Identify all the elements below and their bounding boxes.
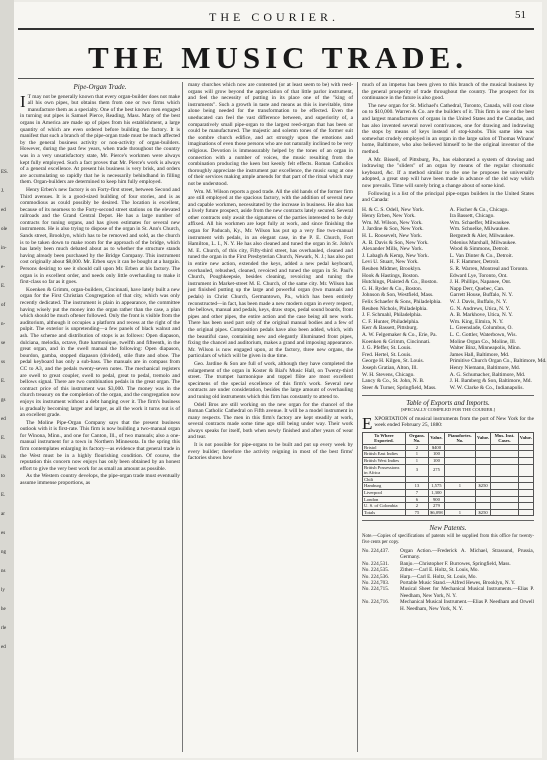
column-2-body xyxy=(188,82,353,462)
firm-name: George H. Kilgen, St. Louis. xyxy=(362,358,424,365)
binding-fragment: rle xyxy=(1,626,7,631)
patent-description: Mechanical Musical Instrument.—Elias P. Needham and Orwell H. Needham, New York, N. Y. xyxy=(400,599,534,612)
binding-fragment: ly xyxy=(1,588,5,593)
firm-name: Napp Derr, Quebec, Can. xyxy=(449,285,505,292)
binding-fragment: J. xyxy=(1,189,5,194)
firm-name: A. B. Markhove, Utica, N. Y. xyxy=(449,312,513,319)
table-cell: 100 xyxy=(429,458,445,465)
patent-description: Musical Sheet for Mechanical Musical Instruments.—Elias P. Needham, New York, N. Y. xyxy=(400,586,534,599)
patent-number: No. 224,535. xyxy=(362,567,390,574)
table-cell xyxy=(518,496,533,503)
table-cell xyxy=(405,476,428,483)
table-cell: 3 xyxy=(405,464,428,476)
firm-row xyxy=(362,299,534,306)
table-row xyxy=(363,496,534,503)
firm-row xyxy=(362,345,534,352)
firm-row xyxy=(362,352,534,359)
firm-name: Alexander Mills, New York. xyxy=(362,246,424,253)
table-cell xyxy=(491,496,519,503)
table-cell xyxy=(518,458,533,465)
paragraph: much of an impetus has been given to this branch of the musical business by the general prosperity of trade throughout the country. The prospect for its continuance in the future is also good. xyxy=(362,82,534,102)
column-3 xyxy=(362,82,547,752)
column-divider xyxy=(357,82,358,752)
table-cell xyxy=(518,483,533,490)
newspaper-page xyxy=(14,2,547,758)
table-cell xyxy=(444,464,475,476)
firm-row xyxy=(362,372,534,379)
table-cell: British East Indies xyxy=(363,451,406,458)
firm-name: Ira Bassett, Chicago. xyxy=(449,213,495,220)
firm-name: G. N. Andrews, Utica, N. Y. xyxy=(449,305,511,312)
table-cell: 1,300 xyxy=(429,490,445,497)
table-cell: 275 xyxy=(429,464,445,476)
firm-name: Hutchings, Plaisted & Co., Boston. xyxy=(362,279,438,286)
table-cell: U. S. of Colombia xyxy=(363,503,406,510)
firm-row xyxy=(362,233,534,240)
firm-name: W. H. Stevens, Chicago. xyxy=(362,371,415,378)
table-cell: 1 xyxy=(444,483,475,490)
table-cell: London xyxy=(363,496,406,503)
firm-name: Odenius Marshall, Milwaukee. xyxy=(449,239,517,246)
firm-name: Henry Erben, New York. xyxy=(362,213,416,220)
table-header-cell: Pianofortes. No. xyxy=(444,432,475,444)
firm-name: W. J. Davis, Buffalo, N. Y. xyxy=(449,299,508,305)
running-head-title: THE COURIER. xyxy=(209,10,339,24)
patent-item xyxy=(362,548,534,561)
table-cell: British West Indies xyxy=(363,458,406,465)
binding-fragment: gs xyxy=(1,398,6,403)
exports-title: Table of Exports and Imports. xyxy=(406,399,490,408)
table-header-cell: Organs. No. xyxy=(405,432,428,444)
table-cell: 1 xyxy=(405,451,428,458)
firm-row xyxy=(362,312,534,319)
firm-row xyxy=(362,292,534,299)
masthead-title: THE MUSIC TRADE. xyxy=(87,40,468,75)
firm-name: S. R. Warren, Montreal and Toronto. xyxy=(449,266,529,273)
binding-fragment: es xyxy=(1,531,6,536)
section-heading: Pipe-Organ Trade. xyxy=(73,83,127,91)
table-cell: Hamburg xyxy=(363,483,406,490)
binding-fragment: ole xyxy=(1,227,8,232)
paragraph: Following is a list of the principal pipe-organ builders in the United States and Canada: xyxy=(362,190,534,204)
organ-builders-list xyxy=(362,206,547,392)
firm-name: Wm. Schuelke, Milwaukee. xyxy=(449,226,510,233)
binding-fragment: ns xyxy=(1,569,6,574)
paragraph: It is not possible for pipe-organs to be built and put up every week by every builder; therefore the activity reigning in most of the best firms' factories shows how xyxy=(188,442,353,462)
table-cell xyxy=(518,490,533,497)
table-cell: $6,098 xyxy=(430,509,443,515)
table-cell xyxy=(491,503,519,510)
firm-row xyxy=(362,207,534,214)
table-cell: 279 xyxy=(429,503,445,510)
table-cell xyxy=(475,503,490,510)
patents-note: Note.—Copies of specifications of patents will be supplied from this office for twenty-five cents per copy. xyxy=(362,534,534,545)
exports-subtitle: [SPECIALLY COMPILED FOR THE COURIER.] xyxy=(400,406,496,412)
column-divider xyxy=(182,82,183,752)
patent-number: No. 224,531. xyxy=(362,560,390,567)
paragraph: many churches which now are contented (or at least seem to be) with reed-organs will grow beyond the appreciation of that little parlor instrument, and feel the necessity of putting in its place one of the "king of instruments". Such a growth in taste and means as this is inevitable, time alone being needed for the transformation to be effected. Even the uneducated can feel the vast difference between, and superiority of, a comparatively small pipe-organ to the largest reed-organ that has been or could be manufactured. The majestic and solemn tones of the former suit the sombre church edifice, and act strongly upon the emotions and imaginations of even those persons who are not naturally inclined to be very religious. Devotion is immeasurably helped by the tones of an organ in connection with a number of voices, the music resulting from the combination producing the keen but keenly felt effects. Roman Catholics thoroughly appreciate the instrument par excellence, the music sung at one of their services making ample amends for that part of the ritual which may not be understood. xyxy=(188,82,353,187)
table-cell xyxy=(491,476,519,483)
binding-fragment: ES. xyxy=(1,170,9,175)
firm-name: Wm. King, Elmira, N. Y. xyxy=(449,318,504,325)
exports-intro xyxy=(362,413,534,433)
table-cell: 2 xyxy=(405,503,428,510)
firm-name: Primitive Church Organ Co., Baltimore, Md. xyxy=(449,358,547,365)
patent-number: No. 224,536. xyxy=(362,573,390,580)
table-cell: $250 xyxy=(475,509,490,516)
firm-name: Walter Binz, Minneapolis, Minn. xyxy=(449,345,521,352)
table-row xyxy=(363,503,534,510)
firm-name: L. Van Dinter & Co., Detroit. xyxy=(449,252,513,259)
table-cell xyxy=(475,444,490,451)
firm-name: J. H. Bamberg & Son, Baltimore, Md. xyxy=(449,378,532,385)
paragraph: Wm. M. Wilson reports a good trade. All the old hands of the former firm are still employed at the spacious factory, with the addition of several new and capable workmen, necessitated by the increase in business. He also has a lively future prospect, aside from the new contracts lately secured. Several other contracts only await the signatures of the parties interested to be duly affixed. All his workmen are kept fully at work, and since finishing the organ for Paducah, Ky., Mr. Wilson has put up a very fine two-manual instrument with pedals, in an elegant case, in the P. E. Church, Fort Hamilton, L. I., N. Y. He has also cleaned and tuned the organ in St. John's M. E. Church, of this city, Fifty-third street, has overhauled, cleaned and tuned the organ in the First Presbyterian Church, Newark, N. J.; has also put in entire new action, extended the keys, added a new pedal keyboard, overhauled, rebushed, cleaned, revoiced and tuned the organ in St. Paul's Church, Poughkeepsie, besides cleaning, revoicing and tuning the instrument in Market-street M. E. Church, of the same city. Mr. Wilson has just finished putting up the large and powerful organ (two manuals and pedals) in Christ Church, Germantown, Pa., which has been entirely reconstructed—in fact, has been made a new modern organ in every respect, the bellows, manual and pedals, keys, draw stops, pedal sound boards, front pipes and other pipes, the entire action and the case being all new work. There has been used part only of the original manual bodies and a few of the original pipes. Composition pedals have also been added, which, with the beautiful case, containing new and elegantly illuminated front pipes, fixing the chancel and auditorium, makes a grand and imposing appearance. Mr. Wilson is now engaged upon, at the factory, three new organs, the particulars of which will be given in due time. xyxy=(188,188,353,360)
firm-name: Bergstedt & Aler, Milwaukee. xyxy=(449,233,515,240)
firm-name: Johnson & Son, Westfield, Mass. xyxy=(362,292,434,299)
firm-name: Reuben Nichols, Philadelphia. xyxy=(362,305,428,312)
table-cell: 1 xyxy=(405,458,428,465)
patent-number: No. 224,716. xyxy=(362,599,390,606)
table-header-cell: Value. xyxy=(518,432,533,444)
firm-name: Wood & Simmons, Detroit. xyxy=(449,246,510,253)
firm-name: H. F. Hammer, Detroit. xyxy=(449,259,500,266)
patents-list xyxy=(362,548,534,612)
top-rule xyxy=(18,28,534,30)
exports-table xyxy=(362,432,534,517)
table-cell xyxy=(518,451,533,458)
firm-name: J. Labagh & Kemp, New York. xyxy=(362,252,429,259)
section-rule xyxy=(362,520,534,521)
table-cell xyxy=(518,444,533,451)
table-cell xyxy=(518,503,533,510)
binding-fragment: of xyxy=(1,303,6,308)
table-row xyxy=(363,490,534,497)
patent-description: Banjo.—Christopher F. Burrowes, Springfield, Mass. xyxy=(400,560,511,567)
firm-name: Levi U. Stuart, New York. xyxy=(362,259,419,266)
firm-row xyxy=(362,365,534,372)
firm-name: A. G. Schumacher, Baltimore, Md. xyxy=(449,371,526,378)
firm-name: Wm. M. Wilson, New York. xyxy=(362,219,423,226)
binding-fragment: to xyxy=(1,474,5,479)
section-rule xyxy=(362,395,534,396)
firm-name: J. F. Schmahl, Philadelphia. xyxy=(362,312,422,319)
table-cell xyxy=(491,509,519,516)
table-cell xyxy=(429,476,445,483)
table-cell xyxy=(518,509,533,516)
table-header-cell: Value. xyxy=(429,432,445,444)
table-cell: 1 xyxy=(444,509,475,516)
exports-table-header xyxy=(363,432,534,444)
paragraph: Odell Bros are still working on the new organ for the chancel of the Roman Catholic Cathedral on Fifth avenue. It will be a model instrument in many respects. The men in this firm's factory are kept steadily at work, several contracts made some time ago still being under way. Their work always speaks for itself, both when newly finished and after years of wear and tear. xyxy=(188,401,353,441)
firm-name: James Hall, Baltimore, Md. xyxy=(449,351,510,358)
table-cell: 6 xyxy=(405,496,428,503)
table-row xyxy=(363,458,534,465)
binding-fragment: he xyxy=(1,607,6,612)
firm-row xyxy=(362,273,534,280)
patent-item xyxy=(362,586,534,599)
column-1-body xyxy=(20,91,180,487)
table-cell xyxy=(444,476,475,483)
table-row xyxy=(363,476,534,483)
paragraph: A Mr. Bissell, of Pittsburg, Pa., has elaborated a system of drawing and indrawing the "sliders" of an organ by means of the regular chromatic keyboard, &c. If a method similar to the one he proposes be universally adopted, a great step will have been made in advance of the old way which now prevails. Time will surely bring a change about of some kind. xyxy=(362,156,534,189)
patent-number: No. 224,715. xyxy=(362,586,390,593)
table-cell xyxy=(491,451,519,458)
firm-name: Reuben Midmer, Brooklyn. xyxy=(362,266,422,273)
table-cell xyxy=(444,503,475,510)
firm-name: J. Jardine & Son, New York. xyxy=(362,226,424,233)
firm-row xyxy=(362,279,534,286)
table-cell: Liverpool xyxy=(363,490,406,497)
firm-name: A. B. Davis & Son, New York. xyxy=(362,239,429,246)
table-cell: $250 xyxy=(475,483,490,490)
paragraph xyxy=(20,91,180,186)
binding-fragment: ils xyxy=(1,455,6,460)
firm-row xyxy=(362,240,534,247)
paragraph: Geo. Jardine & Son are full of work, although they have completed the enlargement of the organ in Koster & Bial's Music Hall, on Twenty-third street. The trumpet harmonique and toppel flöte are most excellent specimens of the special excellence of this firm's work. Several new contracts are under consideration, besides the large amount of overhauling and tuning old instruments which this firm has constantly to attend to. xyxy=(188,360,353,400)
patent-description: Portable Music Stand.—Alfred Hewes, Brooklyn, N. Y. xyxy=(400,580,516,587)
table-cell xyxy=(444,444,475,451)
table-cell xyxy=(444,458,475,465)
firm-name: G. H. Ryder & Co., Boston. xyxy=(362,285,422,292)
paragraph: The Moline Pipe-Organ Company says that the present business outlook with it is first-rate. This firm is now building a two-manual organ for Winona, Minn., and one for Canton, Ill., of two manuals; also a one-manual instrument for a town in Northern Minnesota. In the spring this firm contemplates enlarging its factory—as evidence that general trade in the West must be in a highly flourishing condition. Of course, the reputation this concern now enjoys has only been obtained by an honest effort to give the very best work for as small an amount as possible. xyxy=(20,419,180,472)
table-cell: 100 xyxy=(429,451,445,458)
firm-name: A. W. Felgemaker & Co., Erie, Pa. xyxy=(362,331,437,338)
firm-name: Hook & Hastings, Boston. xyxy=(362,272,420,279)
exports-table-body xyxy=(363,444,534,516)
firm-name: W. W. Clarke & Co., Indianapolis. xyxy=(449,384,524,391)
firm-name: J. G. Pfeffer, St. Louis. xyxy=(362,345,412,352)
firm-name: Felix Schaefer & Sons, Philadelphia. xyxy=(362,299,442,305)
running-head xyxy=(14,8,542,26)
binding-fragment: ed xyxy=(1,645,6,650)
binding-fragment: ss xyxy=(1,360,5,365)
table-row xyxy=(363,451,534,458)
firm-name: L. Greenslade, Columbus, O. xyxy=(449,325,513,332)
binding-fragment: ar xyxy=(1,512,5,517)
table-cell: British Possessions in Africa xyxy=(363,464,406,476)
firm-row xyxy=(362,220,534,227)
masthead-rule xyxy=(18,78,534,79)
firm-name: Wm. Schaeffer, Milwaukee. xyxy=(449,219,511,226)
firm-name: Steer & Turner, Springfield, Mass. xyxy=(362,384,437,391)
exports-dropcap: E xyxy=(362,413,373,433)
table-header-cell: To Where Exported. xyxy=(363,432,406,444)
firm-name: A. Fischer & Co., Chicago. xyxy=(449,206,509,213)
patent-item xyxy=(362,599,534,612)
paragraph: Henry Erben's new factory is on Forty-first street, between Second and Third avenues. It is a good-sized building of four stories, and is as commodious as could possibly be desired. The location is excellent, because of its nearness to the Forty-second street stations on the elevated railroads and the Grand Central Depot. He has a large number of contracts for tuning organs, and has given estimates for several new instruments. He is also trying to dispose of the organ in St. Ann's Church, Sands street, Brooklyn, which has to be removed and sold, as the church is to be taken down to make room for the approach of the bridge, which has lately been much debated about as to whether the structure stands having already been purchased by the Bridge Company. This instrument cost originally about $8,000. Mr. Erben says it can be bought at a bargain. Persons desiring to see it should call upon Mr. Erben at his factory. The organ is in excellent order, and needs only little overhauling to make it first-class so far as it goes. xyxy=(20,186,180,286)
table-cell xyxy=(518,464,533,476)
firm-row xyxy=(362,246,534,253)
firm-row xyxy=(362,325,534,332)
table-row xyxy=(363,483,534,490)
binding-fragment: se xyxy=(1,341,6,346)
paragraph: The new organ for St. Michael's Cathedral, Toronto, Canada, will cost close on to $10,000. Warren & Co. are the builders of it. This firm is one of the best and largest manufacturers of organs in the United States and the Canadas, and has also invented several novel contrivances, one for drawing and indrawing the stops by means of keys instead of stop-knobs. This same idea was somewhat crudely employed in an organ in the large salon of Thomas Winans' home, Baltimore, who also believed himself to be the original inventor of the method. xyxy=(362,102,534,155)
firm-row xyxy=(362,266,534,273)
page-number: 51 xyxy=(515,9,526,21)
firm-name: Fred. Hertel, St. Louis. xyxy=(362,351,412,358)
firm-row xyxy=(362,213,534,220)
table-cell: 75 xyxy=(405,509,428,516)
table-cell xyxy=(491,444,519,451)
table-row xyxy=(363,464,534,476)
table-cell xyxy=(475,496,490,503)
patent-description: Organ Action.—Frederick A. Michael, Strassund, Prussia, Germany. xyxy=(400,548,534,561)
table-cell: $400 xyxy=(429,444,445,451)
firm-name: C. F. Hunter, Philadelphia. xyxy=(362,318,420,325)
firm-name: H. & C. S. Odell, New York. xyxy=(362,206,424,213)
table-row xyxy=(363,444,534,451)
table-cell xyxy=(444,490,475,497)
table-cell: Totals xyxy=(363,509,406,516)
table-cell xyxy=(491,490,519,497)
table-cell: 1,575 xyxy=(429,483,445,490)
binding-fragment: E. xyxy=(1,436,6,441)
table-cell: 2 xyxy=(405,444,428,451)
firm-row xyxy=(362,319,534,326)
firm-name: Joseph Gratian, Alton, Ill. xyxy=(362,364,418,371)
firm-row xyxy=(362,358,547,365)
paragraph-text: T may not be generally known that every organ-builder does not make all his own pipes, but obtains them from one or two firms which manufacture them as a specialty. One of the best known men engaged in turning out pipes is Samuel Pierce, Reading, Mass. Many of the best organs in America are made up of pipes from his establishment, a large quantity of which are even ordered before building the factory. It is manifest that such a branch of the pipe-organ trade must be much affected by the general business activity or non-activity of organ-builders. However, during the past few years, when trade throughout the country was in a very unsatisfactory state, Mr. Pierce's workmen were always kept fully employed. Such a fact proves that Mr. Pierce's work is always of a general excellence. At present his business is very brisk, and orders are accumulating so rapidly that he is necessarily behindhand in filling them. Organ-builders are determined to keep him fully employed. xyxy=(20,93,180,186)
table-cell: 13 xyxy=(405,483,428,490)
table-cell xyxy=(491,458,519,465)
column-1 xyxy=(20,82,180,752)
binding-fragment: n- xyxy=(1,322,6,327)
patent-description: Zither.—Carl E. Holtz, St. Louis, Mo. xyxy=(400,567,479,574)
table-cell xyxy=(518,476,533,483)
table-cell xyxy=(475,458,490,465)
binding-fragment: E. xyxy=(1,284,6,289)
patents-title: New Patents. xyxy=(429,524,467,533)
binding-fragment: E. xyxy=(1,493,6,498)
patent-number: No. 224,703. xyxy=(362,580,390,587)
table-cell: 900 xyxy=(429,496,445,503)
column-2 xyxy=(188,82,353,752)
table-cell xyxy=(491,483,519,490)
dropcap: I xyxy=(20,91,26,111)
binding-fragment: in- xyxy=(1,246,7,251)
firm-name: Garrett House, Buffalo, N. Y. xyxy=(449,292,513,299)
firm-name: Kerr & Bassett, Pittsburg. xyxy=(362,325,418,332)
firm-name: Henry Niemann, Baltimore, Md. xyxy=(449,364,521,371)
firm-row xyxy=(362,226,534,233)
firm-row xyxy=(362,259,534,266)
firm-name: H. L. Roosevelt, New York. xyxy=(362,233,423,240)
column-3-body xyxy=(362,82,534,204)
firm-row xyxy=(362,253,534,260)
firm-row xyxy=(362,332,534,339)
firm-row xyxy=(362,378,534,385)
binding-fragment: ed xyxy=(1,208,6,213)
exports-intro-text: XPORTATION of musical instruments from the port of New York for the week ended February 25, 1880: xyxy=(374,415,534,429)
table-cell: 7 xyxy=(405,490,428,497)
table-cell xyxy=(475,476,490,483)
firm-row xyxy=(362,385,534,392)
table-cell: Bristol xyxy=(363,444,406,451)
binding-margin xyxy=(0,0,14,760)
binding-fragment: e- xyxy=(1,265,5,270)
firm-name: Koenken & Grimm, Cincinnati. xyxy=(362,338,431,345)
firm-name: J. H. Phillips, Napanee, Ont. xyxy=(449,279,512,286)
table-cell xyxy=(475,451,490,458)
table-header-cell: Value. xyxy=(475,432,490,444)
paragraph: As the Western country develops, the pipe-organ trade must eventually assume immense proportions, as xyxy=(20,473,180,487)
table-cell xyxy=(491,464,519,476)
table-row xyxy=(363,509,534,516)
firm-name: Lancy & Co., St. John, N. B. xyxy=(362,378,425,385)
table-cell: Chili xyxy=(363,476,406,483)
table-cell xyxy=(475,464,490,476)
firm-name: Edward Lye, Toronto, Ont. xyxy=(449,272,508,279)
firm-name: Moline Organ Co., Moline, Ill. xyxy=(449,338,517,345)
binding-fragment: ng xyxy=(1,550,6,555)
firm-row xyxy=(362,306,534,313)
patent-description: Harp.—Carl E. Holtz, St. Louis, Mo. xyxy=(400,573,477,580)
table-cell xyxy=(444,496,475,503)
table-cell xyxy=(444,451,475,458)
binding-fragment: E. xyxy=(1,379,6,384)
binding-fragment: ed xyxy=(1,417,6,422)
paragraph: Koenken & Grimm, organ-builders, Cincinnati, have lately built a new organ for the First Christian Congregation of that city, which was only recently dedicated. The instrument is plain in appearance, the committee having wisely put the money into the organ rather than the case, a plan which should be much oftener followed. Only the front is visible from the auditorium, although it occupies a platform and recess at the right of the pulpit. The exterior is unpretending—a few panels of black walnut and ash. The scheme and distribution of stops is as follows: Open diapason, dulciana, melodia, octave, flute harmonique, twelfth and fifteenth, in the great organ, and in the swell manual the following: Open diapason, bourdon, gamba, stopped diapason (divided), stile flute and oboe. The pedal keyboard has only a sub-bass. The manuals are in compass from CC to A3, and the pedals twenty-seven notes. The mechanical registers are swell to great coupler, swell to pedal, great to pedal, tremolo and bellows signal. There are two combination pedals in the great organ. The contract price of this instrument was $3,000. The money was in the church treasury on the completion of the organ, and the congregation now enjoys its instrument without a debt hanging over it. The firm's business is gradually becoming larger and larger, as all the work it turns out is of an excellent grade. xyxy=(20,286,180,419)
firm-name: L. C. Gottler, Waterbown, Wis. xyxy=(449,331,517,338)
table-header-cell: Mus. Inst. Cases. xyxy=(491,432,519,444)
table-cell xyxy=(475,490,490,497)
patent-number: No. 224,437. xyxy=(362,548,390,554)
